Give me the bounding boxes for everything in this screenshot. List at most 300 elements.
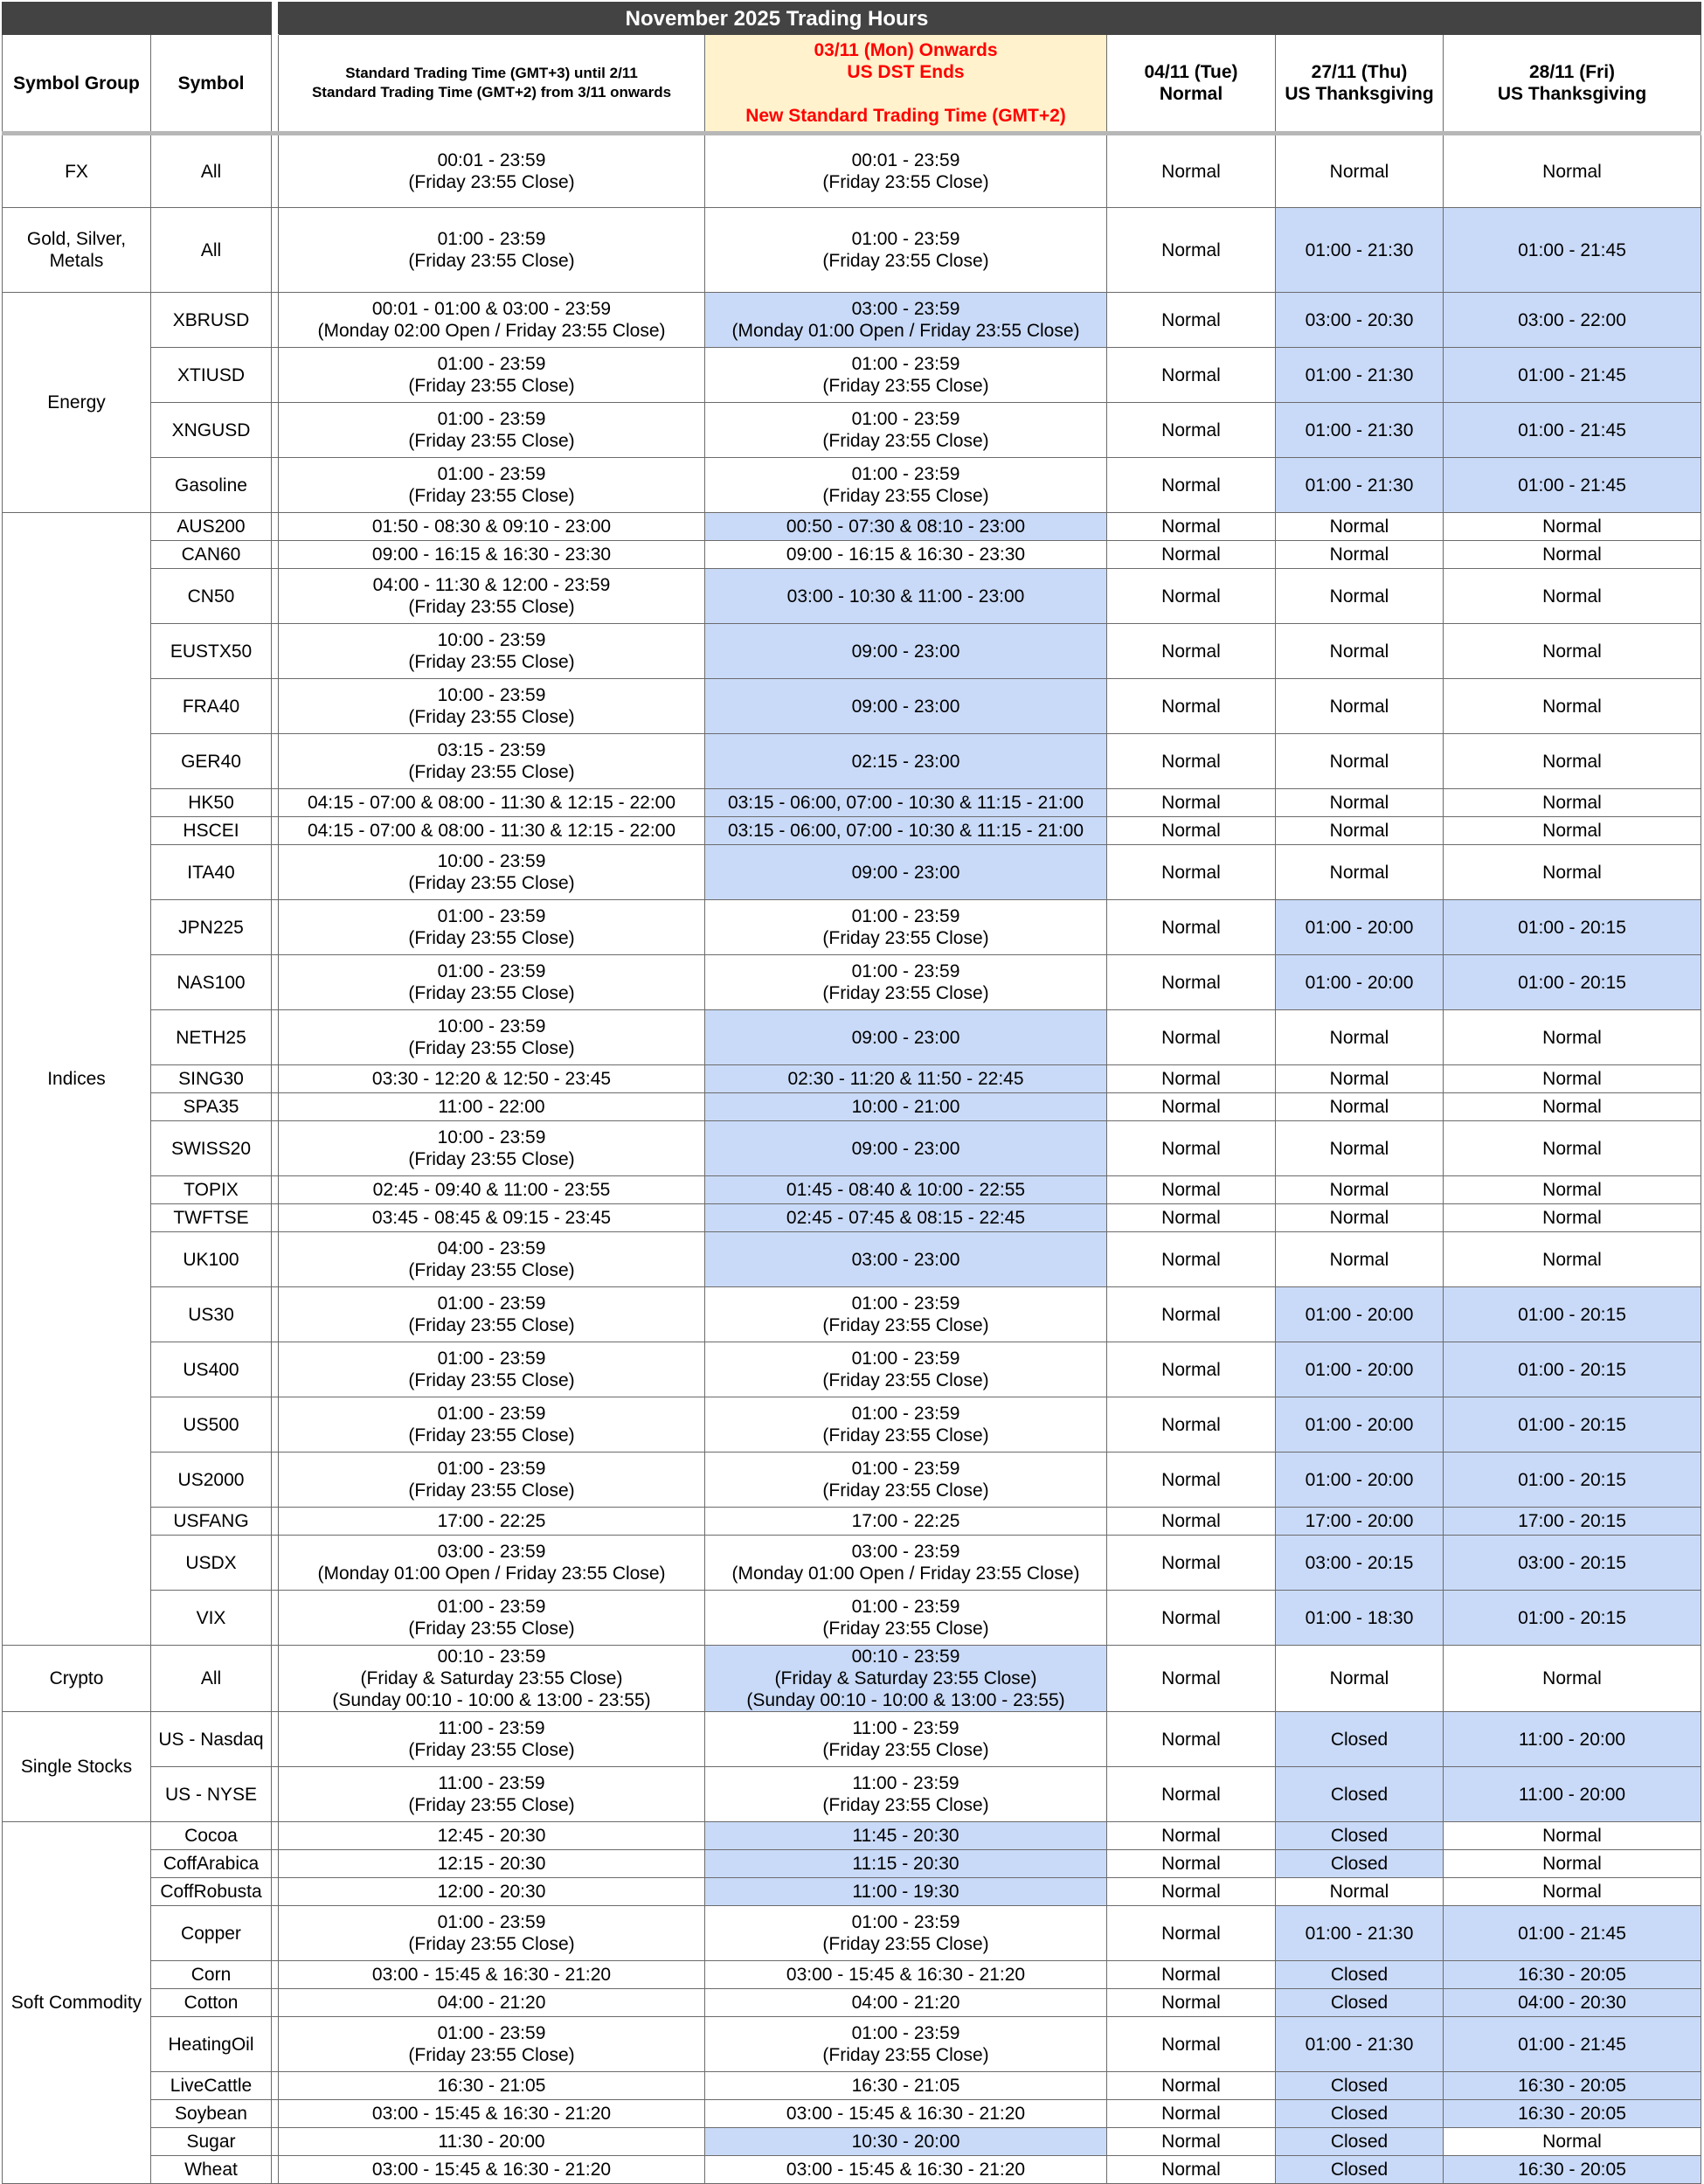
date-2811-cell: Normal — [1444, 789, 1701, 817]
dst-time-cell: 03:15 - 06:00, 07:00 - 10:30 & 11:15 - 21:00 — [705, 789, 1107, 817]
date-0411-cell: Normal — [1107, 1010, 1276, 1065]
date-2811-cell: Normal — [1444, 1850, 1701, 1878]
dst-time-cell: 01:00 - 23:59 (Friday 23:55 Close) — [705, 900, 1107, 955]
standard-time-cell: 01:00 - 23:59 (Friday 23:55 Close) — [279, 1906, 705, 1961]
dst-time-cell: 01:00 - 23:59 (Friday 23:55 Close) — [705, 458, 1107, 513]
dst-time-cell: 01:00 - 23:59 (Friday 23:55 Close) — [705, 403, 1107, 458]
column-gap — [272, 679, 279, 734]
standard-time-cell: 11:00 - 23:59 (Friday 23:55 Close) — [279, 1712, 705, 1767]
date-2711-cell: 01:00 - 21:30 — [1276, 458, 1444, 513]
date-2811-cell: 01:00 - 20:15 — [1444, 1342, 1701, 1397]
date-0411-cell: Normal — [1107, 789, 1276, 817]
date-0411-cell: Normal — [1107, 1397, 1276, 1453]
dst-time-cell: 03:00 - 15:45 & 16:30 - 21:20 — [705, 2156, 1107, 2184]
symbol-cell: All — [151, 208, 272, 293]
standard-time-cell: 01:00 - 23:59 (Friday 23:55 Close) — [279, 348, 705, 403]
date-2811-cell: Normal — [1444, 1093, 1701, 1121]
date-0411-cell: Normal — [1107, 458, 1276, 513]
dst-time-cell: 02:30 - 11:20 & 11:50 - 22:45 — [705, 1065, 1107, 1093]
date-0411-cell: Normal — [1107, 1232, 1276, 1287]
column-gap — [272, 1010, 279, 1065]
date-2811-cell: 03:00 - 22:00 — [1444, 293, 1701, 348]
standard-time-cell: 01:00 - 23:59 (Friday 23:55 Close) — [279, 1342, 705, 1397]
date-2711-cell: Normal — [1276, 513, 1444, 541]
date-0411-cell: Normal — [1107, 1287, 1276, 1342]
standard-time-cell: 03:00 - 15:45 & 16:30 - 21:20 — [279, 2156, 705, 2184]
date-2711-cell: 01:00 - 20:00 — [1276, 955, 1444, 1010]
date-0411-cell: Normal — [1107, 817, 1276, 845]
symbol-cell: USFANG — [151, 1508, 272, 1536]
header-symbol-group: Symbol Group — [3, 35, 151, 134]
column-gap — [272, 955, 279, 1010]
dst-time-cell: 11:00 - 19:30 — [705, 1878, 1107, 1906]
dst-time-cell: 16:30 - 21:05 — [705, 2072, 1107, 2100]
standard-time-cell: 04:00 - 11:30 & 12:00 - 23:59 (Friday 23:55 Close) — [279, 569, 705, 624]
date-0411-cell: Normal — [1107, 1453, 1276, 1508]
symbol-cell: FRA40 — [151, 679, 272, 734]
date-2811-cell: 16:30 - 20:05 — [1444, 2100, 1701, 2128]
table-row — [3, 293, 1701, 348]
column-gap — [272, 734, 279, 789]
date-2711-cell: 01:00 - 21:30 — [1276, 208, 1444, 293]
table-row — [3, 789, 1701, 817]
sheet-title: November 2025 Trading Hours — [279, 3, 1276, 35]
date-0411-cell: Normal — [1107, 2072, 1276, 2100]
date-0411-cell: Normal — [1107, 734, 1276, 789]
standard-time-cell: 01:00 - 23:59 (Friday 23:55 Close) — [279, 955, 705, 1010]
date-2711-cell: 01:00 - 20:00 — [1276, 1287, 1444, 1342]
table-row — [3, 1850, 1701, 1878]
date-2811-cell: 17:00 - 20:15 — [1444, 1508, 1701, 1536]
date-0411-cell: Normal — [1107, 1065, 1276, 1093]
table-row — [3, 679, 1701, 734]
date-0411-cell: Normal — [1107, 1508, 1276, 1536]
dst-time-cell: 10:30 - 20:00 — [705, 2128, 1107, 2156]
table-row — [3, 348, 1701, 403]
column-gap — [272, 1850, 279, 1878]
table-row — [3, 1121, 1701, 1176]
column-gap — [272, 2128, 279, 2156]
symbol-cell: XTIUSD — [151, 348, 272, 403]
dst-time-cell: 00:01 - 23:59 (Friday 23:55 Close) — [705, 134, 1107, 208]
dst-time-cell: 01:00 - 23:59 (Friday 23:55 Close) — [705, 348, 1107, 403]
date-0411-cell: Normal — [1107, 679, 1276, 734]
column-gap — [272, 1591, 279, 1646]
date-2811-cell: 16:30 - 20:05 — [1444, 2072, 1701, 2100]
date-0411-cell: Normal — [1107, 1850, 1276, 1878]
dst-time-cell: 03:00 - 23:59 (Monday 01:00 Open / Friday 23:55 Close) — [705, 293, 1107, 348]
table-row — [3, 2156, 1701, 2184]
date-2811-cell: Normal — [1444, 1176, 1701, 1204]
standard-time-cell: 17:00 - 22:25 — [279, 1508, 705, 1536]
date-2711-cell: Normal — [1276, 1010, 1444, 1065]
standard-time-cell: 03:00 - 23:59 (Monday 01:00 Open / Friday 23:55 Close) — [279, 1536, 705, 1591]
dst-time-cell: 09:00 - 23:00 — [705, 624, 1107, 679]
table-row — [3, 458, 1701, 513]
date-2711-cell: Normal — [1276, 1878, 1444, 1906]
dst-time-cell: 02:45 - 07:45 & 08:15 - 22:45 — [705, 1204, 1107, 1232]
symbol-cell: Wheat — [151, 2156, 272, 2184]
header-dst-ends: 03/11 (Mon) Onwards US DST Ends New Standard Trading Time (GMT+2) — [705, 35, 1107, 134]
title-bar-left — [3, 3, 272, 35]
dst-time-cell: 01:00 - 23:59 (Friday 23:55 Close) — [705, 1342, 1107, 1397]
symbol-cell: ITA40 — [151, 845, 272, 900]
date-0411-cell: Normal — [1107, 2128, 1276, 2156]
table-row — [3, 2017, 1701, 2072]
header-symbol: Symbol — [151, 35, 272, 134]
date-2811-cell: 16:30 - 20:05 — [1444, 2156, 1701, 2184]
date-2711-cell: 01:00 - 21:30 — [1276, 403, 1444, 458]
column-gap — [272, 1822, 279, 1850]
dst-time-cell: 03:00 - 23:59 (Monday 01:00 Open / Friday 23:55 Close) — [705, 1536, 1107, 1591]
column-gap — [272, 1989, 279, 2017]
dst-time-cell: 01:00 - 23:59 (Friday 23:55 Close) — [705, 955, 1107, 1010]
date-2811-cell: 01:00 - 21:45 — [1444, 1906, 1701, 1961]
symbol-cell: UK100 — [151, 1232, 272, 1287]
column-gap — [272, 900, 279, 955]
date-2811-cell: Normal — [1444, 2128, 1701, 2156]
column-gap — [272, 1176, 279, 1204]
table-row — [3, 845, 1701, 900]
symbol-cell: NAS100 — [151, 955, 272, 1010]
standard-time-cell: 00:01 - 01:00 & 03:00 - 23:59 (Monday 02:00 Open / Friday 23:55 Close) — [279, 293, 705, 348]
date-2711-cell: Normal — [1276, 817, 1444, 845]
table-row — [3, 1646, 1701, 1712]
date-0411-cell: Normal — [1107, 1536, 1276, 1591]
symbol-cell: SING30 — [151, 1065, 272, 1093]
symbol-cell: All — [151, 1646, 272, 1712]
symbol-cell: SPA35 — [151, 1093, 272, 1121]
symbol-group-cell: Energy — [3, 293, 151, 513]
table-row — [3, 134, 1701, 208]
date-2811-cell: Normal — [1444, 134, 1701, 208]
date-0411-cell: Normal — [1107, 900, 1276, 955]
table-row — [3, 2128, 1701, 2156]
date-2711-cell: Normal — [1276, 845, 1444, 900]
symbol-cell: GER40 — [151, 734, 272, 789]
column-gap — [272, 513, 279, 541]
date-0411-cell: Normal — [1107, 541, 1276, 569]
column-gap — [272, 1342, 279, 1397]
date-2811-cell: 01:00 - 20:15 — [1444, 955, 1701, 1010]
table-row — [3, 1536, 1701, 1591]
table-row — [3, 1767, 1701, 1822]
column-gap — [272, 1065, 279, 1093]
standard-time-cell: 10:00 - 23:59 (Friday 23:55 Close) — [279, 1121, 705, 1176]
column-gap — [272, 817, 279, 845]
column-gap — [272, 1767, 279, 1822]
symbol-cell: Corn — [151, 1961, 272, 1989]
symbol-group-cell: Crypto — [3, 1646, 151, 1712]
symbol-cell: HeatingOil — [151, 2017, 272, 2072]
column-gap — [272, 624, 279, 679]
symbol-cell: US - Nasdaq — [151, 1712, 272, 1767]
date-2811-cell: 01:00 - 20:15 — [1444, 1591, 1701, 1646]
table-row — [3, 1906, 1701, 1961]
table-row — [3, 1712, 1701, 1767]
date-2711-cell: 01:00 - 21:30 — [1276, 2017, 1444, 2072]
symbol-cell: CoffRobusta — [151, 1878, 272, 1906]
symbol-cell: US400 — [151, 1342, 272, 1397]
standard-time-cell: 09:00 - 16:15 & 16:30 - 23:30 — [279, 541, 705, 569]
dst-time-cell: 03:00 - 15:45 & 16:30 - 21:20 — [705, 1961, 1107, 1989]
date-2711-cell: 03:00 - 20:30 — [1276, 293, 1444, 348]
symbol-cell: USDX — [151, 1536, 272, 1591]
date-2711-cell: Closed — [1276, 1989, 1444, 2017]
table-row — [3, 1176, 1701, 1204]
date-2711-cell: Closed — [1276, 1850, 1444, 1878]
symbol-cell: CAN60 — [151, 541, 272, 569]
date-2711-cell: Closed — [1276, 1822, 1444, 1850]
symbol-cell: CN50 — [151, 569, 272, 624]
standard-time-cell: 01:00 - 23:59 (Friday 23:55 Close) — [279, 1453, 705, 1508]
dst-time-cell: 01:00 - 23:59 (Friday 23:55 Close) — [705, 1906, 1107, 1961]
column-gap — [272, 2156, 279, 2184]
date-2711-cell: Normal — [1276, 624, 1444, 679]
date-2811-cell: 03:00 - 20:15 — [1444, 1536, 1701, 1591]
column-gap — [272, 541, 279, 569]
date-2711-cell: Normal — [1276, 541, 1444, 569]
date-0411-cell: Normal — [1107, 1121, 1276, 1176]
date-0411-cell: Normal — [1107, 403, 1276, 458]
trading-hours-table — [2, 2, 1701, 2184]
symbol-cell: Copper — [151, 1906, 272, 1961]
date-0411-cell: Normal — [1107, 2100, 1276, 2128]
standard-time-cell: 10:00 - 23:59 (Friday 23:55 Close) — [279, 1010, 705, 1065]
table-row — [3, 2100, 1701, 2128]
table-row — [3, 1878, 1701, 1906]
date-0411-cell: Normal — [1107, 1878, 1276, 1906]
table-row — [3, 1591, 1701, 1646]
symbol-cell: All — [151, 134, 272, 208]
date-2811-cell: Normal — [1444, 1232, 1701, 1287]
table-row — [3, 403, 1701, 458]
column-gap — [272, 569, 279, 624]
standard-time-cell: 11:00 - 23:59 (Friday 23:55 Close) — [279, 1767, 705, 1822]
table-row — [3, 1822, 1701, 1850]
standard-time-cell: 12:45 - 20:30 — [279, 1822, 705, 1850]
standard-time-cell: 12:15 - 20:30 — [279, 1850, 705, 1878]
table-row — [3, 1065, 1701, 1093]
symbol-cell: US500 — [151, 1397, 272, 1453]
column-gap — [272, 1536, 279, 1591]
symbol-cell: Cocoa — [151, 1822, 272, 1850]
table-row — [3, 1397, 1701, 1453]
symbol-cell: US - NYSE — [151, 1767, 272, 1822]
symbol-cell: JPN225 — [151, 900, 272, 955]
date-2711-cell: Normal — [1276, 734, 1444, 789]
column-gap — [272, 35, 279, 134]
symbol-cell: US2000 — [151, 1453, 272, 1508]
column-gap — [272, 2072, 279, 2100]
date-0411-cell: Normal — [1107, 1712, 1276, 1767]
standard-time-cell: 01:00 - 23:59 (Friday 23:55 Close) — [279, 1287, 705, 1342]
symbol-cell: LiveCattle — [151, 2072, 272, 2100]
dst-time-cell: 09:00 - 23:00 — [705, 845, 1107, 900]
date-2711-cell: Normal — [1276, 789, 1444, 817]
date-2811-cell: 11:00 - 20:00 — [1444, 1767, 1701, 1822]
standard-time-cell: 00:01 - 23:59 (Friday 23:55 Close) — [279, 134, 705, 208]
title-row — [3, 3, 1701, 35]
dst-time-cell: 09:00 - 23:00 — [705, 1010, 1107, 1065]
standard-time-cell: 00:10 - 23:59 (Friday & Saturday 23:55 Close) (Sunday 00:10 - 10:00 & 13:00 - 23:55) — [279, 1646, 705, 1712]
date-0411-cell: Normal — [1107, 1093, 1276, 1121]
column-gap — [272, 789, 279, 817]
date-0411-cell: Normal — [1107, 1961, 1276, 1989]
dst-time-cell: 03:15 - 06:00, 07:00 - 10:30 & 11:15 - 21:00 — [705, 817, 1107, 845]
column-gap — [272, 134, 279, 208]
date-0411-cell: Normal — [1107, 1822, 1276, 1850]
date-2711-cell: Closed — [1276, 2156, 1444, 2184]
dst-time-cell: 01:00 - 23:59 (Friday 23:55 Close) — [705, 2017, 1107, 2072]
dst-time-cell: 03:00 - 15:45 & 16:30 - 21:20 — [705, 2100, 1107, 2128]
symbol-cell: Sugar — [151, 2128, 272, 2156]
date-2811-cell: Normal — [1444, 679, 1701, 734]
date-2811-cell: 01:00 - 21:45 — [1444, 458, 1701, 513]
date-2711-cell: Closed — [1276, 2128, 1444, 2156]
column-gap — [272, 208, 279, 293]
table-row — [3, 1961, 1701, 1989]
date-2811-cell: Normal — [1444, 569, 1701, 624]
column-gap — [272, 403, 279, 458]
date-2711-cell: Closed — [1276, 1712, 1444, 1767]
date-2711-cell: Normal — [1276, 1204, 1444, 1232]
date-0411-cell: Normal — [1107, 293, 1276, 348]
standard-time-cell: 01:00 - 23:59 (Friday 23:55 Close) — [279, 208, 705, 293]
symbol-group-cell: FX — [3, 134, 151, 208]
symbol-cell: TOPIX — [151, 1176, 272, 1204]
dst-time-cell: 11:00 - 23:59 (Friday 23:55 Close) — [705, 1767, 1107, 1822]
date-0411-cell: Normal — [1107, 348, 1276, 403]
symbol-cell: EUSTX50 — [151, 624, 272, 679]
date-2711-cell: Normal — [1276, 134, 1444, 208]
date-0411-cell: Normal — [1107, 2156, 1276, 2184]
date-2811-cell: 11:00 - 20:00 — [1444, 1712, 1701, 1767]
date-2711-cell: Normal — [1276, 569, 1444, 624]
date-0411-cell: Normal — [1107, 1767, 1276, 1822]
date-2811-cell: 04:00 - 20:30 — [1444, 1989, 1701, 2017]
date-2711-cell: Closed — [1276, 2072, 1444, 2100]
date-2711-cell: Normal — [1276, 1093, 1444, 1121]
date-2711-cell: Normal — [1276, 1232, 1444, 1287]
standard-time-cell: 03:30 - 12:20 & 12:50 - 23:45 — [279, 1065, 705, 1093]
date-2811-cell: 01:00 - 20:15 — [1444, 1287, 1701, 1342]
date-2811-cell: 01:00 - 21:45 — [1444, 348, 1701, 403]
header-date-2711: 27/11 (Thu) US Thanksgiving — [1276, 35, 1444, 134]
date-0411-cell: Normal — [1107, 624, 1276, 679]
column-gap — [272, 1878, 279, 1906]
standard-time-cell: 01:00 - 23:59 (Friday 23:55 Close) — [279, 900, 705, 955]
date-0411-cell: Normal — [1107, 1646, 1276, 1712]
date-2811-cell: Normal — [1444, 734, 1701, 789]
column-gap — [272, 1906, 279, 1961]
symbol-group-cell: Gold, Silver, Metals — [3, 208, 151, 293]
standard-time-cell: 01:00 - 23:59 (Friday 23:55 Close) — [279, 2017, 705, 2072]
table-row — [3, 1287, 1701, 1342]
dst-time-cell: 01:00 - 23:59 (Friday 23:55 Close) — [705, 1453, 1107, 1508]
column-gap — [272, 2017, 279, 2072]
table-row — [3, 1204, 1701, 1232]
standard-time-cell: 16:30 - 21:05 — [279, 2072, 705, 2100]
standard-time-cell: 03:00 - 15:45 & 16:30 - 21:20 — [279, 1961, 705, 1989]
date-2811-cell: Normal — [1444, 817, 1701, 845]
table-row — [3, 1010, 1701, 1065]
date-0411-cell: Normal — [1107, 1204, 1276, 1232]
date-2711-cell: 01:00 - 21:30 — [1276, 348, 1444, 403]
dst-time-cell: 00:10 - 23:59 (Friday & Saturday 23:55 Close) (Sunday 00:10 - 10:00 & 13:00 - 23:55) — [705, 1646, 1107, 1712]
date-2711-cell: 01:00 - 20:00 — [1276, 1342, 1444, 1397]
table-row — [3, 1342, 1701, 1397]
table-row — [3, 1232, 1701, 1287]
dst-time-cell: 01:00 - 23:59 (Friday 23:55 Close) — [705, 208, 1107, 293]
column-gap — [272, 1093, 279, 1121]
column-gap — [272, 293, 279, 348]
column-gap — [272, 2100, 279, 2128]
date-2711-cell: 01:00 - 20:00 — [1276, 1453, 1444, 1508]
date-0411-cell: Normal — [1107, 569, 1276, 624]
column-gap — [272, 1397, 279, 1453]
date-2711-cell: 01:00 - 18:30 — [1276, 1591, 1444, 1646]
column-gap — [272, 3, 279, 35]
standard-time-cell: 01:00 - 23:59 (Friday 23:55 Close) — [279, 1397, 705, 1453]
date-2811-cell: Normal — [1444, 1065, 1701, 1093]
table-row — [3, 541, 1701, 569]
date-2811-cell: 01:00 - 20:15 — [1444, 900, 1701, 955]
date-2811-cell: Normal — [1444, 845, 1701, 900]
date-2711-cell: 17:00 - 20:00 — [1276, 1508, 1444, 1536]
standard-time-cell: 02:45 - 09:40 & 11:00 - 23:55 — [279, 1176, 705, 1204]
dst-time-cell: 17:00 - 22:25 — [705, 1508, 1107, 1536]
date-2811-cell: Normal — [1444, 1878, 1701, 1906]
dst-time-cell: 01:00 - 23:59 (Friday 23:55 Close) — [705, 1287, 1107, 1342]
symbol-cell: Gasoline — [151, 458, 272, 513]
standard-time-cell: 04:00 - 23:59 (Friday 23:55 Close) — [279, 1232, 705, 1287]
dst-time-cell: 11:00 - 23:59 (Friday 23:55 Close) — [705, 1712, 1107, 1767]
date-2811-cell: 01:00 - 21:45 — [1444, 208, 1701, 293]
date-2811-cell: 01:00 - 20:15 — [1444, 1397, 1701, 1453]
table-row — [3, 1093, 1701, 1121]
column-gap — [272, 1646, 279, 1712]
date-2811-cell: Normal — [1444, 1646, 1701, 1712]
date-2711-cell: 03:00 - 20:15 — [1276, 1536, 1444, 1591]
date-2811-cell: 16:30 - 20:05 — [1444, 1961, 1701, 1989]
dst-time-cell: 11:45 - 20:30 — [705, 1822, 1107, 1850]
date-2711-cell: 01:00 - 20:00 — [1276, 900, 1444, 955]
table-row — [3, 208, 1701, 293]
column-gap — [272, 1121, 279, 1176]
date-2811-cell: Normal — [1444, 1204, 1701, 1232]
date-2711-cell: Closed — [1276, 1767, 1444, 1822]
table-row — [3, 734, 1701, 789]
table-row — [3, 1508, 1701, 1536]
symbol-group-cell: Single Stocks — [3, 1712, 151, 1822]
column-gap — [272, 1287, 279, 1342]
standard-time-cell: 01:00 - 23:59 (Friday 23:55 Close) — [279, 1591, 705, 1646]
table-row — [3, 569, 1701, 624]
symbol-cell: CoffArabica — [151, 1850, 272, 1878]
dst-time-cell: 02:15 - 23:00 — [705, 734, 1107, 789]
column-gap — [272, 1508, 279, 1536]
standard-time-cell: 12:00 - 20:30 — [279, 1878, 705, 1906]
symbol-cell: HK50 — [151, 789, 272, 817]
standard-time-cell: 04:00 - 21:20 — [279, 1989, 705, 2017]
dst-time-cell: 10:00 - 21:00 — [705, 1093, 1107, 1121]
date-0411-cell: Normal — [1107, 134, 1276, 208]
header-standard-time: Standard Trading Time (GMT+3) until 2/11 Standard Trading Time (GMT+2) from 3/11 onwards — [279, 35, 705, 134]
date-0411-cell: Normal — [1107, 1989, 1276, 2017]
date-0411-cell: Normal — [1107, 845, 1276, 900]
column-gap — [272, 1712, 279, 1767]
